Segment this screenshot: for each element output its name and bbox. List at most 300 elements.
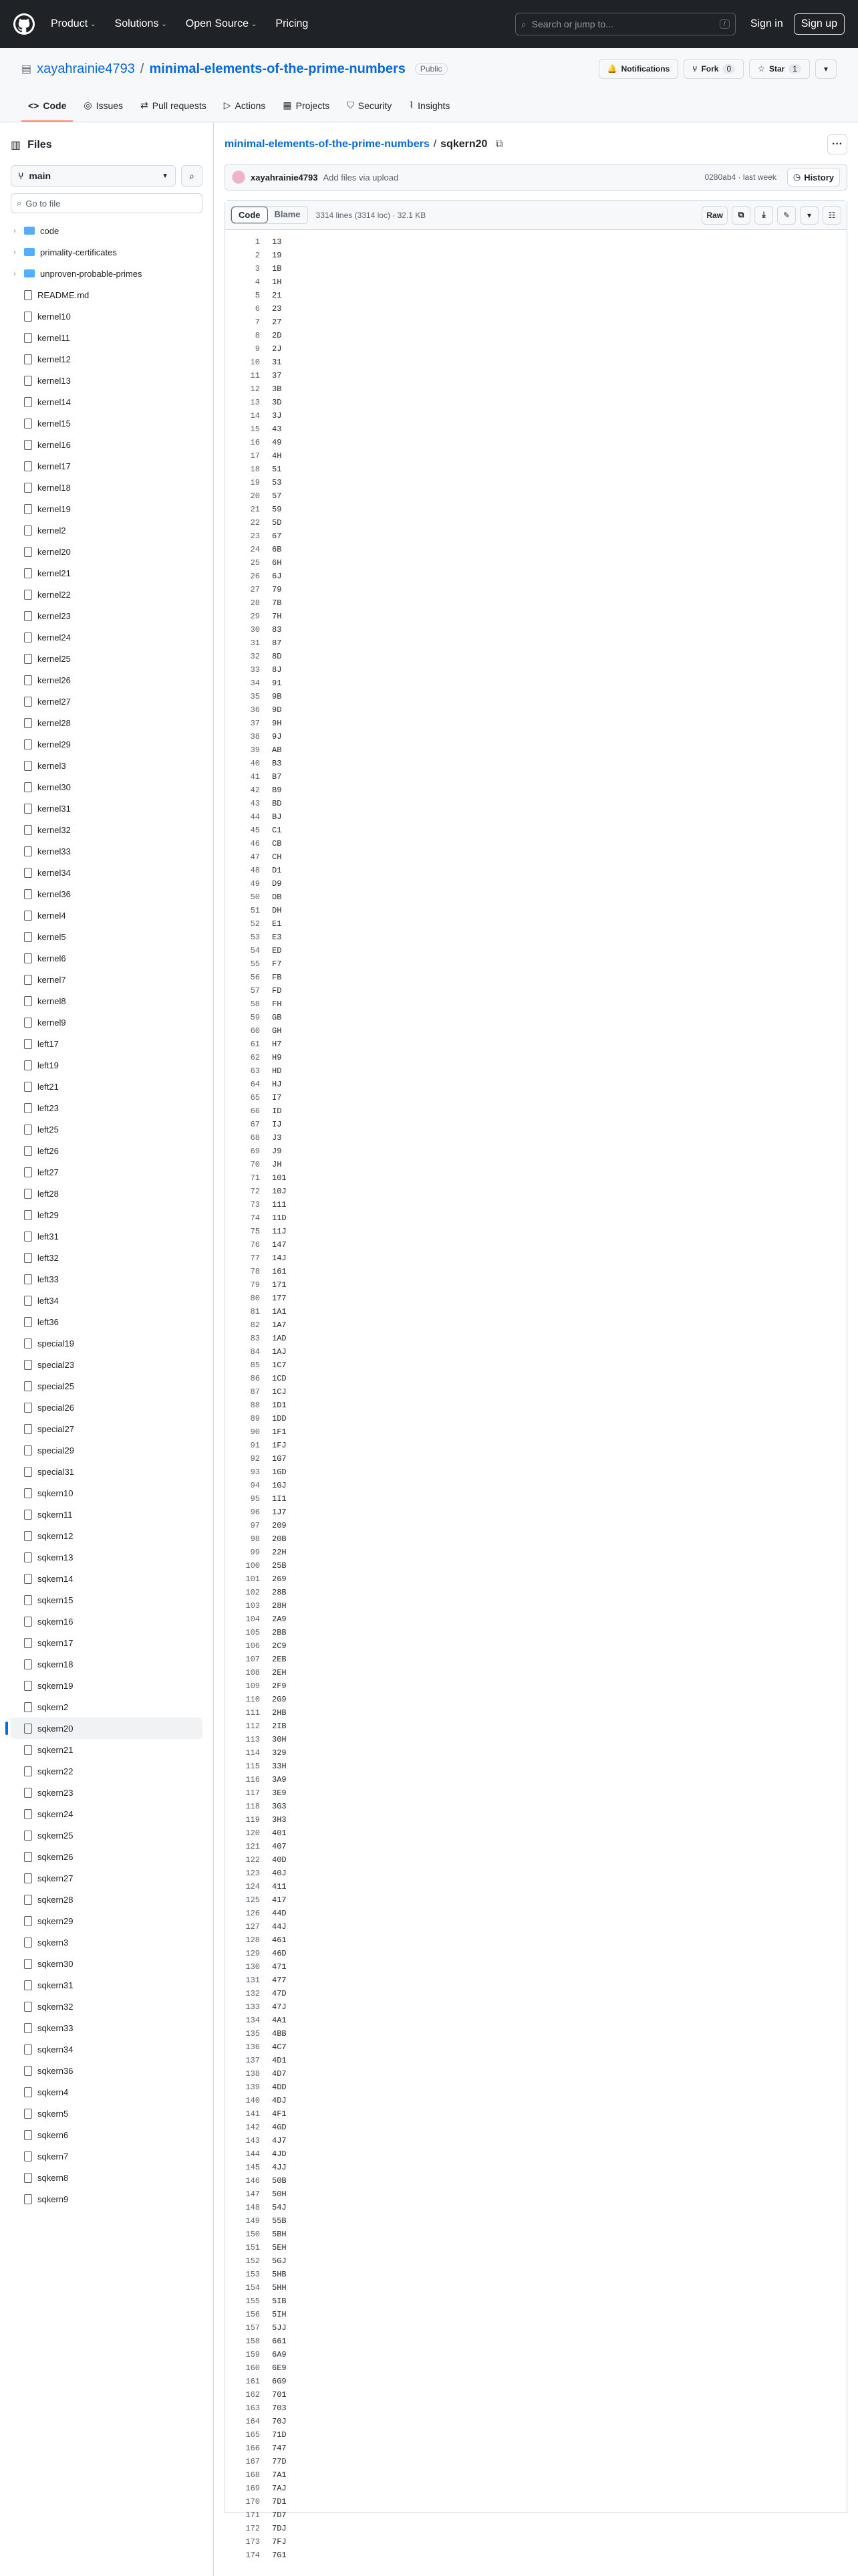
tree-file[interactable] (11, 1268, 202, 1290)
tree-file[interactable] (11, 1161, 202, 1183)
line-number[interactable]: 173 (245, 2537, 260, 2547)
avatar[interactable] (232, 170, 245, 184)
line-number[interactable]: 50 (250, 893, 260, 902)
line-number[interactable]: 128 (245, 1936, 260, 1945)
line-number[interactable]: 105 (245, 1628, 260, 1637)
line-number[interactable]: 69 (250, 1147, 260, 1156)
tree-file[interactable] (11, 669, 202, 691)
line-number[interactable]: 138 (245, 2069, 260, 2079)
tree-folder[interactable] (11, 220, 202, 241)
line-number[interactable]: 111 (245, 1708, 260, 1718)
tree-file[interactable] (11, 1504, 202, 1525)
tab-pull-requests[interactable]: ⇄ Pull requests (140, 100, 206, 111)
line-number[interactable]: 48 (250, 866, 260, 875)
commit-meta[interactable]: 0280ab4 · last week (704, 172, 776, 182)
tree-file[interactable] (11, 1653, 202, 1675)
line-number[interactable]: 43 (250, 799, 260, 808)
line-number[interactable]: 25 (250, 558, 260, 568)
tree-file[interactable] (11, 712, 202, 733)
line-number[interactable]: 109 (245, 1681, 260, 1691)
line-number[interactable]: 110 (245, 1695, 260, 1704)
tree-file[interactable] (11, 498, 202, 519)
breadcrumb-repo-link[interactable]: minimal-elements-of-the-prime-numbers (225, 138, 430, 150)
tab-code[interactable]: <> Code (21, 100, 73, 122)
line-number[interactable]: 174 (245, 2551, 260, 2560)
line-number[interactable]: 22 (250, 518, 260, 528)
tree-file[interactable] (11, 626, 202, 648)
line-number[interactable]: 79 (250, 1280, 260, 1290)
tree-file[interactable] (11, 2103, 202, 2124)
line-number[interactable]: 24 (250, 545, 260, 554)
tree-folder[interactable] (11, 263, 202, 284)
line-number[interactable]: 15 (250, 425, 260, 434)
line-number[interactable]: 136 (245, 2042, 260, 2052)
line-number[interactable]: 87 (250, 1387, 260, 1397)
tree-file[interactable] (11, 1332, 202, 1354)
tree-file[interactable] (11, 1889, 202, 1910)
notifications-button[interactable]: 🔔 Notifications (599, 59, 679, 79)
nav-solutions[interactable]: Solutions ⌄ (114, 18, 167, 29)
line-number[interactable]: 85 (250, 1361, 260, 1370)
line-number[interactable]: 162 (245, 2390, 260, 2399)
tree-file[interactable] (11, 1482, 202, 1504)
tree-file[interactable] (11, 2145, 202, 2167)
search-files-button[interactable] (181, 165, 202, 187)
star-button[interactable]: ☆ Star 1 (749, 59, 810, 79)
tree-file[interactable] (11, 1354, 202, 1375)
tree-file[interactable] (11, 413, 202, 434)
tree-file[interactable] (11, 755, 202, 776)
tree-file[interactable] (11, 1033, 202, 1054)
line-number[interactable]: 125 (245, 1895, 260, 1905)
line-number[interactable]: 132 (245, 1989, 260, 1998)
tree-file[interactable] (11, 1097, 202, 1119)
line-number[interactable]: 94 (250, 1481, 260, 1490)
tree-file[interactable] (11, 840, 202, 862)
tree-file[interactable] (11, 1867, 202, 1889)
download-icon[interactable]: ⤓ (754, 206, 773, 225)
line-number[interactable]: 137 (245, 2056, 260, 2065)
line-number[interactable]: 148 (245, 2203, 260, 2212)
tree-file[interactable] (11, 1076, 202, 1097)
tree-file[interactable] (11, 2188, 202, 2210)
tree-file[interactable] (11, 1225, 202, 1247)
line-number[interactable]: 58 (250, 1000, 260, 1009)
tree-file[interactable] (11, 1803, 202, 1825)
line-number[interactable]: 20 (250, 491, 260, 501)
line-number[interactable]: 95 (250, 1494, 260, 1504)
line-number[interactable]: 47 (250, 852, 260, 862)
symbols-panel-icon[interactable]: ☷ (823, 206, 841, 225)
line-number[interactable]: 68 (250, 1133, 260, 1143)
tab-issues[interactable]: ◎ Issues (84, 100, 124, 111)
line-number[interactable]: 143 (245, 2136, 260, 2145)
line-number[interactable]: 131 (245, 1976, 260, 1985)
tree-file[interactable] (11, 1183, 202, 1204)
tab-actions[interactable]: ▷ Actions (223, 100, 266, 111)
tree-file[interactable] (11, 2124, 202, 2145)
line-number[interactable]: 28 (250, 598, 260, 608)
line-number[interactable]: 61 (250, 1040, 260, 1049)
tree-file[interactable] (11, 990, 202, 1012)
nav-product[interactable]: Product ⌄ (51, 18, 96, 29)
line-number[interactable]: 72 (250, 1187, 260, 1196)
line-number[interactable]: 35 (250, 692, 260, 701)
line-number[interactable]: 150 (245, 2230, 260, 2239)
line-number[interactable]: 74 (250, 1213, 260, 1223)
star-dropdown-button[interactable] (815, 59, 837, 79)
tree-file[interactable] (11, 1632, 202, 1653)
line-number[interactable]: 36 (250, 705, 260, 715)
line-number[interactable]: 165 (245, 2430, 260, 2440)
commit-message[interactable]: Add files via upload (323, 172, 399, 183)
line-number[interactable]: 1 (255, 237, 260, 247)
line-number[interactable]: 49 (250, 879, 260, 889)
tree-file[interactable] (11, 1546, 202, 1568)
sign-up-button[interactable]: Sign up (794, 13, 845, 35)
line-number[interactable]: 75 (250, 1227, 260, 1236)
tree-file[interactable] (11, 391, 202, 413)
github-logo-icon[interactable] (13, 13, 35, 35)
line-number[interactable]: 140 (245, 2096, 260, 2105)
line-number[interactable]: 37 (250, 719, 260, 728)
line-number[interactable]: 171 (245, 2510, 260, 2520)
tree-file[interactable] (11, 455, 202, 477)
tree-file[interactable] (11, 1611, 202, 1632)
line-number[interactable]: 86 (250, 1374, 260, 1383)
line-number[interactable]: 63 (250, 1066, 260, 1076)
tree-file[interactable] (11, 1439, 202, 1461)
line-number[interactable]: 66 (250, 1106, 260, 1116)
tree-file[interactable] (11, 1931, 202, 1953)
line-number[interactable]: 11 (250, 371, 260, 380)
blame-view-tab[interactable]: Blame (274, 209, 301, 219)
commit-author[interactable]: xayahrainie4793 (251, 172, 318, 183)
tree-file[interactable] (11, 2038, 202, 2060)
tree-file[interactable] (11, 947, 202, 969)
go-to-file-input[interactable]: ⌕ Go to file (11, 193, 202, 213)
nav-open-source[interactable]: Open Source ⌄ (185, 18, 257, 29)
line-number[interactable]: 62 (250, 1053, 260, 1062)
tree-file[interactable] (11, 691, 202, 712)
line-number[interactable]: 89 (250, 1414, 260, 1423)
nav-pricing[interactable]: Pricing (275, 18, 309, 29)
line-number[interactable]: 18 (250, 465, 260, 474)
repo-name-link[interactable]: minimal-elements-of-the-prime-numbers (149, 61, 406, 76)
line-number[interactable]: 90 (250, 1427, 260, 1437)
tree-file[interactable] (11, 1825, 202, 1846)
line-number[interactable]: 41 (250, 772, 260, 782)
line-number[interactable]: 7 (255, 318, 260, 327)
tab-projects[interactable]: ▦ Projects (283, 100, 330, 111)
line-number[interactable]: 96 (250, 1508, 260, 1517)
line-number[interactable]: 19 (250, 478, 260, 487)
copy-path-icon[interactable]: ⧉ (495, 138, 503, 150)
tree-file[interactable] (11, 1675, 202, 1696)
line-number[interactable]: 76 (250, 1240, 260, 1250)
line-number[interactable]: 54 (250, 946, 260, 955)
line-number[interactable]: 33 (250, 665, 260, 675)
code-view-tab[interactable]: Code (231, 207, 268, 223)
tree-file[interactable] (11, 2167, 202, 2188)
line-number[interactable]: 101 (245, 1574, 260, 1584)
tree-file[interactable] (11, 905, 202, 926)
line-number[interactable]: 104 (245, 1615, 260, 1624)
line-number[interactable]: 92 (250, 1454, 260, 1463)
line-number[interactable]: 121 (245, 1842, 260, 1851)
line-number[interactable]: 32 (250, 652, 260, 661)
tree-file[interactable] (11, 1996, 202, 2017)
line-number[interactable]: 38 (250, 732, 260, 741)
tree-file[interactable] (11, 519, 202, 541)
tree-file[interactable] (11, 1782, 202, 1803)
line-number[interactable]: 139 (245, 2083, 260, 2092)
tree-file[interactable] (11, 1910, 202, 1931)
tree-file[interactable] (11, 348, 202, 370)
history-button[interactable]: ◷ History (787, 168, 840, 187)
tree-file[interactable] (11, 2081, 202, 2103)
tree-file[interactable] (11, 1846, 202, 1867)
line-number[interactable]: 40 (250, 759, 260, 768)
tree-file[interactable] (11, 370, 202, 391)
line-number[interactable]: 57 (250, 986, 260, 996)
line-number[interactable]: 55 (250, 959, 260, 969)
tab-insights[interactable]: ⌇ Insights (409, 100, 450, 111)
tree-file[interactable] (11, 562, 202, 584)
line-number[interactable]: 100 (245, 1561, 260, 1570)
line-number[interactable]: 81 (250, 1307, 260, 1316)
line-number[interactable]: 71 (250, 1173, 260, 1183)
tree-file[interactable] (11, 648, 202, 669)
line-number[interactable]: 39 (250, 745, 260, 755)
line-number[interactable]: 8 (255, 331, 260, 340)
tree-file[interactable] (11, 2060, 202, 2081)
line-number[interactable]: 78 (250, 1267, 260, 1276)
edit-dropdown-icon[interactable]: ▾ (800, 206, 819, 225)
tree-file[interactable] (11, 605, 202, 626)
line-number[interactable]: 67 (250, 1120, 260, 1129)
line-number[interactable]: 51 (250, 906, 260, 915)
line-number[interactable]: 88 (250, 1401, 260, 1410)
line-number[interactable]: 161 (245, 2377, 260, 2386)
line-number[interactable]: 153 (245, 2270, 260, 2279)
line-number[interactable]: 6 (255, 304, 260, 314)
line-number[interactable]: 106 (245, 1641, 260, 1651)
line-number[interactable]: 155 (245, 2297, 260, 2306)
line-number[interactable]: 169 (245, 2484, 260, 2493)
line-number[interactable]: 97 (250, 1521, 260, 1530)
line-number[interactable]: 30 (250, 625, 260, 634)
tree-file[interactable] (11, 1375, 202, 1397)
line-number[interactable]: 84 (250, 1347, 260, 1357)
line-number[interactable]: 13 (250, 398, 260, 407)
line-number[interactable]: 77 (250, 1254, 260, 1263)
line-number[interactable]: 147 (245, 2190, 260, 2199)
line-number[interactable]: 142 (245, 2123, 260, 2132)
line-number[interactable]: 80 (250, 1294, 260, 1303)
line-number[interactable]: 141 (245, 2109, 260, 2119)
tree-file[interactable] (11, 1247, 202, 1268)
tree-file[interactable] (11, 1140, 202, 1161)
line-number[interactable]: 5 (255, 291, 260, 300)
raw-button[interactable]: Raw (702, 206, 728, 225)
line-number[interactable]: 164 (245, 2417, 260, 2426)
sidebar-collapse-icon[interactable]: ▥ (11, 140, 21, 151)
tree-file[interactable] (11, 1525, 202, 1546)
line-number[interactable]: 133 (245, 2002, 260, 2012)
fork-button[interactable]: ⑂ Fork 0 (684, 59, 744, 79)
line-number[interactable]: 10 (250, 358, 260, 367)
line-number[interactable]: 145 (245, 2163, 260, 2172)
tree-file[interactable] (11, 1418, 202, 1439)
tree-file[interactable] (11, 1974, 202, 1996)
line-number[interactable]: 17 (250, 451, 260, 461)
tree-file[interactable] (11, 1739, 202, 1760)
tree-file[interactable] (11, 1461, 202, 1482)
line-number[interactable]: 93 (250, 1468, 260, 1477)
line-number[interactable]: 159 (245, 2350, 260, 2359)
tree-file[interactable] (11, 969, 202, 990)
tree-file[interactable] (11, 1012, 202, 1033)
tree-file[interactable] (11, 1311, 202, 1332)
line-number[interactable]: 154 (245, 2283, 260, 2293)
tree-file[interactable] (11, 883, 202, 905)
line-number[interactable]: 4 (255, 277, 260, 287)
line-number[interactable]: 107 (245, 1655, 260, 1664)
line-number[interactable]: 108 (245, 1668, 260, 1677)
tree-file[interactable] (11, 862, 202, 883)
tree-file[interactable] (11, 327, 202, 348)
line-number[interactable]: 102 (245, 1588, 260, 1597)
line-number[interactable]: 98 (250, 1534, 260, 1544)
tree-folder[interactable] (11, 241, 202, 263)
line-number[interactable]: 34 (250, 679, 260, 688)
line-number[interactable]: 59 (250, 1013, 260, 1022)
line-number[interactable]: 42 (250, 786, 260, 795)
line-number[interactable]: 60 (250, 1026, 260, 1036)
tree-file[interactable] (11, 1953, 202, 1974)
line-number[interactable]: 123 (245, 1869, 260, 1878)
tree-file[interactable] (11, 1718, 202, 1739)
copy-icon[interactable]: ⧉ (732, 206, 750, 225)
tree-file[interactable] (11, 541, 202, 562)
line-number[interactable]: 157 (245, 2323, 260, 2333)
line-number[interactable]: 82 (250, 1320, 260, 1330)
line-number[interactable]: 12 (250, 384, 260, 394)
line-number[interactable]: 144 (245, 2149, 260, 2159)
branch-selector[interactable]: ⑂ main ▼ (11, 165, 176, 187)
line-number[interactable]: 29 (250, 612, 260, 621)
line-number[interactable]: 46 (250, 839, 260, 848)
line-number[interactable]: 23 (250, 532, 260, 541)
line-number[interactable]: 53 (250, 933, 260, 942)
line-number[interactable]: 16 (250, 438, 260, 447)
tree-file[interactable] (11, 306, 202, 327)
line-number[interactable]: 163 (245, 2404, 260, 2413)
more-options-button[interactable] (827, 134, 847, 154)
line-number[interactable]: 135 (245, 2029, 260, 2038)
tree-file[interactable] (11, 733, 202, 755)
repo-owner-link[interactable]: xayahrainie4793 (37, 61, 135, 76)
line-number[interactable]: 120 (245, 1829, 260, 1838)
tree-file[interactable] (11, 434, 202, 455)
tree-file[interactable] (11, 1054, 202, 1076)
line-number[interactable]: 126 (245, 1909, 260, 1918)
tree-file[interactable] (11, 477, 202, 498)
tree-file[interactable] (11, 776, 202, 798)
tree-file[interactable] (11, 1204, 202, 1225)
line-number[interactable]: 122 (245, 1855, 260, 1865)
line-number[interactable]: 160 (245, 2363, 260, 2373)
line-number[interactable]: 168 (245, 2470, 260, 2480)
line-number[interactable]: 45 (250, 826, 260, 835)
tree-file[interactable] (11, 1760, 202, 1782)
line-number[interactable]: 127 (245, 1922, 260, 1931)
line-number[interactable]: 124 (245, 1882, 260, 1891)
line-number[interactable]: 3 (255, 264, 260, 273)
line-number[interactable]: 117 (245, 1788, 260, 1798)
tree-file[interactable] (11, 819, 202, 840)
tree-file[interactable] (11, 284, 202, 306)
tree-file[interactable] (11, 1589, 202, 1611)
line-number[interactable]: 65 (250, 1093, 260, 1102)
line-number[interactable]: 2 (255, 251, 260, 260)
edit-pencil-icon[interactable]: ✎ (777, 206, 796, 225)
line-number[interactable]: 64 (250, 1080, 260, 1089)
line-number[interactable]: 14 (250, 411, 260, 421)
line-number[interactable]: 146 (245, 2176, 260, 2186)
search-input[interactable] (515, 13, 736, 35)
line-number[interactable]: 52 (250, 919, 260, 929)
line-number[interactable]: 130 (245, 1962, 260, 1972)
sign-in-link[interactable]: Sign in (750, 18, 783, 29)
tree-file[interactable] (11, 1397, 202, 1418)
tree-file[interactable] (11, 1696, 202, 1718)
tab-security[interactable]: ⛉ Security (347, 100, 392, 111)
line-number[interactable]: 56 (250, 973, 260, 982)
line-number[interactable]: 99 (250, 1548, 260, 1557)
tree-file[interactable] (11, 1119, 202, 1140)
line-number[interactable]: 91 (250, 1441, 260, 1450)
line-number[interactable]: 44 (250, 812, 260, 822)
line-number[interactable]: 27 (250, 585, 260, 594)
line-number[interactable]: 170 (245, 2497, 260, 2506)
line-number[interactable]: 113 (245, 1735, 260, 1744)
line-number[interactable]: 118 (245, 1802, 260, 1811)
line-number[interactable]: 114 (245, 1748, 260, 1758)
tree-file[interactable] (11, 2017, 202, 2038)
line-number[interactable]: 73 (250, 1200, 260, 1209)
tree-file[interactable] (11, 1290, 202, 1311)
line-number[interactable]: 103 (245, 1601, 260, 1611)
line-number[interactable]: 21 (250, 505, 260, 514)
line-number[interactable]: 31 (250, 638, 260, 648)
tree-file[interactable] (11, 926, 202, 947)
line-number[interactable]: 166 (245, 2444, 260, 2453)
line-number[interactable]: 156 (245, 2310, 260, 2319)
line-number[interactable]: 83 (250, 1334, 260, 1343)
line-number[interactable]: 9 (255, 344, 260, 354)
line-number[interactable]: 134 (245, 2016, 260, 2025)
tree-file[interactable] (11, 584, 202, 605)
line-number[interactable]: 26 (250, 572, 260, 581)
line-number[interactable]: 116 (245, 1775, 260, 1784)
line-number[interactable]: 172 (245, 2524, 260, 2533)
line-number[interactable]: 158 (245, 2337, 260, 2346)
line-number[interactable]: 152 (245, 2256, 260, 2266)
line-number[interactable]: 129 (245, 1949, 260, 1958)
line-number[interactable]: 119 (245, 1815, 260, 1825)
